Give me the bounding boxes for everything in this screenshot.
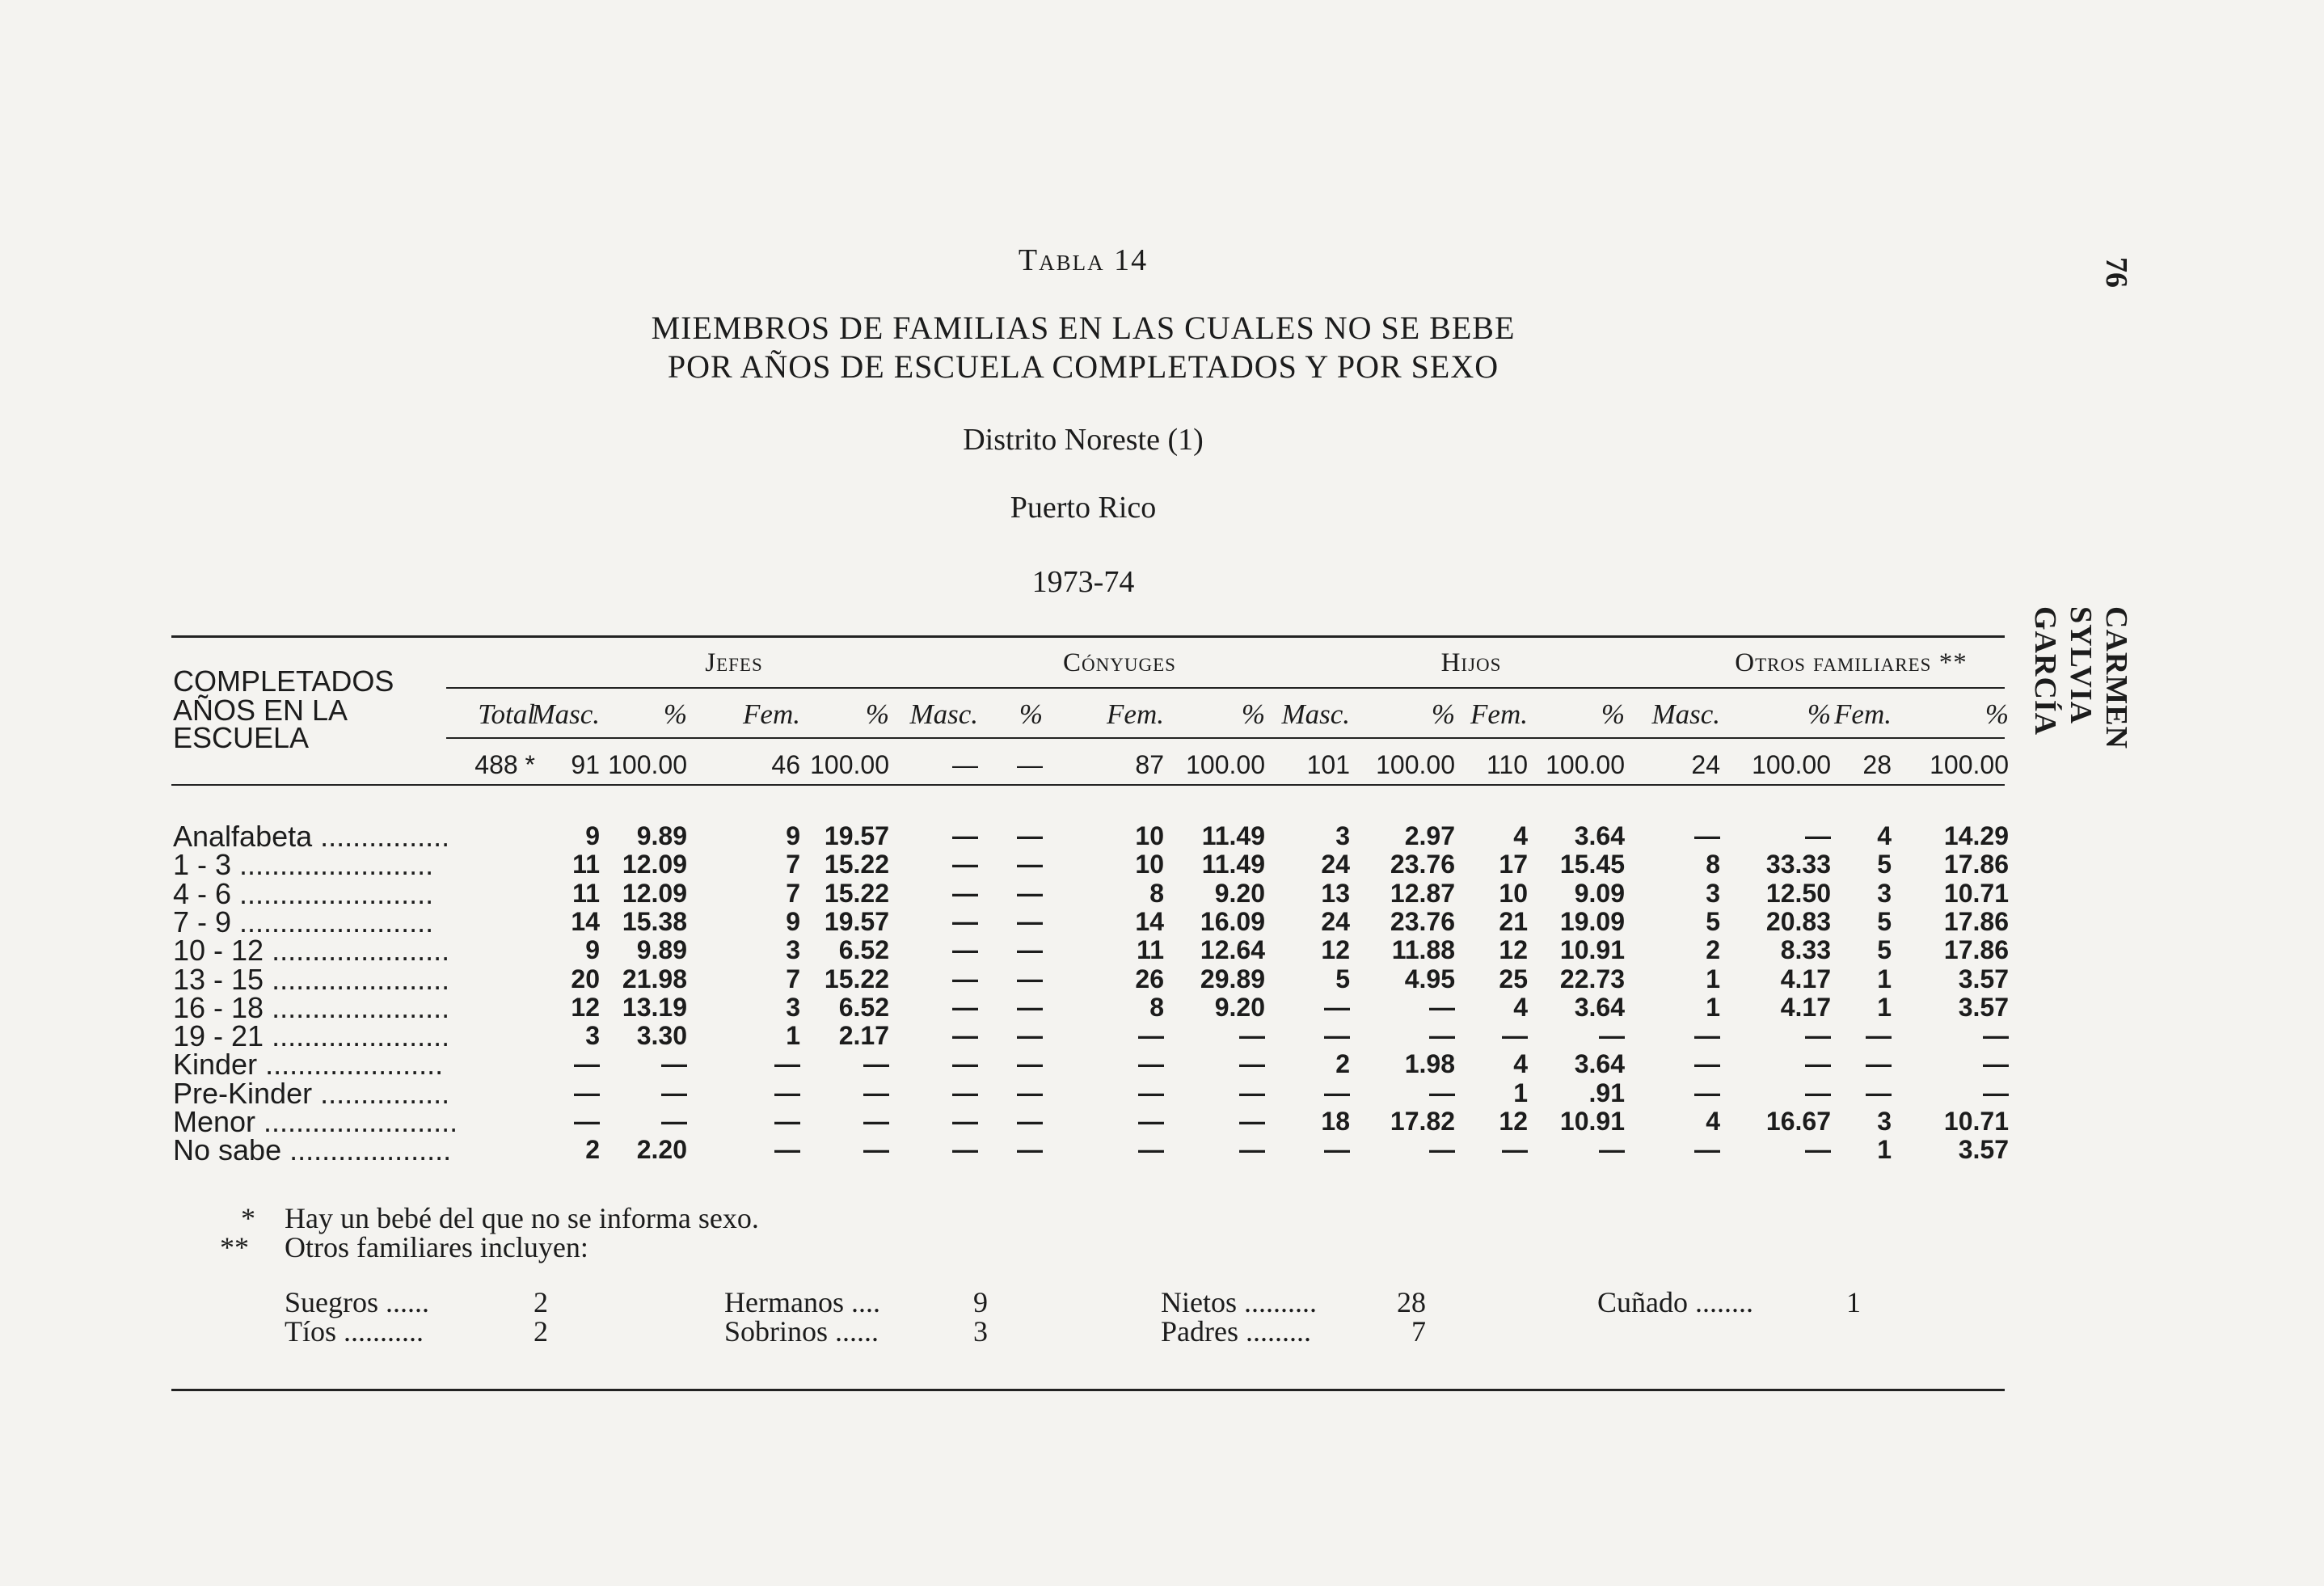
table-cell: 3 — [585, 1021, 600, 1051]
table-cell: 11.88 — [1391, 935, 1455, 965]
table-cell: — — [1694, 1078, 1720, 1107]
totals-cell: 100.00 — [1186, 750, 1265, 779]
table-cell: — — [952, 878, 978, 908]
table-cell: 12 — [1499, 1107, 1528, 1136]
footnote-2: Otros familiares incluyen: — [285, 1231, 588, 1263]
table-cell: 11 — [572, 878, 600, 908]
table-cell: 12.64 — [1200, 935, 1265, 965]
table-cell: — — [1866, 1078, 1892, 1107]
table-cell: 5 — [1335, 964, 1350, 993]
column-subheader: Fem. — [743, 698, 800, 730]
table-cell: 15.38 — [622, 906, 687, 936]
table-cell: — — [952, 992, 978, 1022]
group-header-rule — [446, 687, 2005, 689]
totals-cell: — — [1017, 750, 1043, 779]
table-cell: — — [1138, 1049, 1164, 1079]
table-cell: — — [952, 1049, 978, 1079]
table-cell: — — [1017, 1107, 1043, 1136]
table-cell: — — [1429, 1078, 1455, 1107]
table-cell: — — [952, 935, 978, 965]
table-cell: — — [1017, 850, 1043, 879]
totals-cell: 100.00 — [1752, 750, 1831, 779]
stub-header-line-2: AÑOS EN LA — [173, 694, 348, 727]
table-cell: — — [1694, 1049, 1720, 1079]
table-cell: — — [1805, 1021, 1831, 1051]
otros-item-label: Cuñado ........ — [1597, 1286, 1753, 1318]
table-title-line-1: MIEMBROS DE FAMILIAS EN LAS CUALES NO SE BEBE — [651, 310, 1516, 346]
table-cell: 23.76 — [1390, 850, 1455, 879]
table-cell: 6.52 — [838, 992, 889, 1022]
column-subheader: % — [1984, 698, 2009, 730]
district-label: Distrito Noreste (1) — [963, 423, 1204, 457]
table-cell: 7 — [786, 964, 800, 993]
otros-item-value: 3 — [973, 1315, 988, 1348]
stub-header-line-3: ESCUELA — [173, 721, 310, 754]
table-cell: — — [574, 1078, 600, 1107]
totals-cell: 100.00 — [1376, 750, 1455, 779]
table-cell: 6.52 — [838, 935, 889, 965]
column-subheader: Masc. — [1651, 698, 1720, 730]
totals-cell: 24 — [1691, 750, 1720, 779]
column-subheader: Masc. — [531, 698, 600, 730]
table-cell: 10.71 — [1943, 1107, 2009, 1136]
table-cell: 10.91 — [1559, 1107, 1625, 1136]
table-cell: — — [952, 1078, 978, 1107]
table-cell: — — [952, 850, 978, 879]
table-cell: — — [952, 821, 978, 850]
table-cell: 24 — [1321, 850, 1350, 879]
table-cell: 9 — [786, 821, 800, 850]
table-cell: — — [863, 1078, 889, 1107]
table-cell: — — [774, 1107, 800, 1136]
table-cell: 12.50 — [1765, 878, 1831, 908]
column-subheader: Fem. — [1107, 698, 1164, 730]
table-cell: 8 — [1149, 878, 1164, 908]
table-cell: — — [774, 1078, 800, 1107]
table-cell: 21 — [1499, 906, 1528, 936]
table-cell: 3.64 — [1574, 1049, 1625, 1079]
table-cell: 19.09 — [1559, 906, 1625, 936]
totals-cell: 100.00 — [1930, 750, 2009, 779]
row-label: 7 - 9 ........................ — [173, 905, 434, 939]
table-cell: 12 — [1321, 935, 1350, 965]
column-subheader: % — [1019, 698, 1043, 730]
table-cell: 12.09 — [622, 850, 687, 879]
row-label: Kinder ...................... — [173, 1048, 444, 1082]
totals-cell: 101 — [1306, 750, 1350, 779]
table-cell: 2 — [1335, 1049, 1350, 1079]
table-cell: 15.22 — [824, 964, 889, 993]
row-label: Menor ........................ — [173, 1105, 458, 1138]
table-cell: 1 — [786, 1021, 800, 1051]
page-number: 76 — [2099, 257, 2133, 288]
table-cell: — — [952, 1021, 978, 1051]
table-cell: 3 — [1877, 1107, 1892, 1136]
table-cell: — — [952, 906, 978, 936]
table-cell: 4 — [1877, 821, 1892, 850]
table-cell: — — [1866, 1021, 1892, 1051]
table-cell: — — [1429, 992, 1455, 1022]
table-cell: 9 — [585, 821, 600, 850]
otros-item-value: 2 — [534, 1286, 548, 1318]
table-cell: 16.09 — [1200, 906, 1265, 936]
table-cell: — — [1017, 935, 1043, 965]
table-cell: — — [952, 964, 978, 993]
table-cell: 19.57 — [824, 906, 889, 936]
table-cell: — — [661, 1107, 687, 1136]
table-cell: 3.57 — [1958, 992, 2009, 1022]
group-header-hijos: Hijos — [1440, 648, 1502, 677]
table-cell: — — [952, 1135, 978, 1165]
table-cell: — — [1138, 1135, 1164, 1165]
table-cell: 9.89 — [636, 821, 687, 850]
table-cell: — — [1502, 1021, 1528, 1051]
table-cell: 9.20 — [1214, 878, 1265, 908]
column-subheader: % — [1241, 698, 1265, 730]
table-cell: — — [1239, 1021, 1265, 1051]
totals-cell: 87 — [1135, 750, 1164, 779]
table-cell: 25 — [1499, 964, 1528, 993]
table-cell: — — [1239, 1135, 1265, 1165]
table-cell: 12.09 — [622, 878, 687, 908]
table-cell: 15.45 — [1559, 850, 1625, 879]
table-cell: 3.64 — [1574, 992, 1625, 1022]
table-cell: — — [774, 1049, 800, 1079]
table-cell: — — [863, 1049, 889, 1079]
row-label: Analfabeta ................ — [173, 820, 450, 853]
table-cell: 11 — [1137, 935, 1164, 965]
table-cell: — — [1805, 821, 1831, 850]
otros-item-value: 2 — [534, 1315, 548, 1348]
table-bottom-rule — [171, 1389, 2005, 1391]
table-cell: 13.19 — [622, 992, 687, 1022]
table-cell: — — [1324, 1135, 1350, 1165]
table-cell: — — [1694, 821, 1720, 850]
table-cell: 17.82 — [1390, 1107, 1455, 1136]
table-cell: 3 — [786, 935, 800, 965]
table-cell: 1.98 — [1404, 1049, 1455, 1079]
table-cell: 8 — [1149, 992, 1164, 1022]
table-cell: — — [1694, 1135, 1720, 1165]
column-subheader: Total — [478, 698, 535, 730]
row-label: Pre-Kinder ................ — [173, 1076, 450, 1110]
table-cell: 15.22 — [824, 850, 889, 879]
table-cell: — — [1983, 1021, 2009, 1051]
table-cell: — — [1805, 1049, 1831, 1079]
totals-cell: 100.00 — [1546, 750, 1625, 779]
table-cell: 10.91 — [1559, 935, 1625, 965]
table-cell: — — [1017, 1078, 1043, 1107]
table-cell: 2.17 — [838, 1021, 889, 1051]
table-cell: 17.86 — [1943, 906, 2009, 936]
table-cell: — — [1017, 964, 1043, 993]
table-cell: 19.57 — [824, 821, 889, 850]
table-cell: 3.57 — [1958, 964, 2009, 993]
table-cell: 4 — [1513, 992, 1528, 1022]
table-cell: 9.09 — [1574, 878, 1625, 908]
table-cell: 11.49 — [1201, 821, 1265, 850]
footnote-1: Hay un bebé del que no se informa sexo. — [285, 1202, 759, 1234]
table-cell: 3 — [786, 992, 800, 1022]
year-label: 1973-74 — [1031, 565, 1135, 599]
table-cell: 22.73 — [1559, 964, 1625, 993]
column-subheader: Fem. — [1470, 698, 1528, 730]
table-top-rule — [171, 635, 2005, 638]
table-cell: — — [1983, 1049, 2009, 1079]
table-cell: 2 — [1706, 935, 1720, 965]
totals-cell: 91 — [571, 750, 600, 779]
table-cell: .91 — [1588, 1078, 1625, 1107]
table-cell: 9.20 — [1214, 992, 1265, 1022]
table-cell: 33.33 — [1765, 850, 1831, 879]
column-subheader: % — [663, 698, 687, 730]
column-subheader: Masc. — [1281, 698, 1350, 730]
table-cell: 2.97 — [1404, 821, 1455, 850]
table-cell: 3.57 — [1958, 1135, 2009, 1165]
table-cell: — — [1239, 1107, 1265, 1136]
table-cell: 3 — [1335, 821, 1350, 850]
table-number: Tabla 14 — [1018, 243, 1149, 277]
table-cell: — — [1866, 1049, 1892, 1079]
subheader-rule — [446, 737, 2005, 739]
row-label: 1 - 3 ........................ — [173, 848, 434, 882]
table-cell: — — [1694, 1021, 1720, 1051]
table-cell: 2.20 — [636, 1135, 687, 1165]
table-cell: — — [574, 1107, 600, 1136]
table-cell: — — [1017, 906, 1043, 936]
table-cell: — — [1138, 1021, 1164, 1051]
table-cell: 20 — [571, 964, 600, 993]
table-title-line-2: POR AÑOS DE ESCUELA COMPLETADOS Y POR SEXO — [667, 348, 1499, 385]
group-header-otros: Otros familiares ** — [1735, 648, 1968, 677]
table-cell: 15.22 — [824, 878, 889, 908]
totals-rule — [171, 784, 2005, 786]
column-subheader: % — [865, 698, 889, 730]
table-cell: — — [1599, 1021, 1625, 1051]
table-cell: — — [1324, 1021, 1350, 1051]
table-cell: 13 — [1321, 878, 1350, 908]
table-cell: 7 — [786, 850, 800, 879]
totals-cell: 488 * — [475, 750, 535, 779]
row-label: 10 - 12 ...................... — [173, 934, 450, 968]
otros-item-label: Tíos ........... — [285, 1315, 424, 1348]
table-cell: 11 — [572, 850, 600, 879]
group-header-jefes: Jefes — [705, 648, 763, 677]
table-cell: — — [1138, 1078, 1164, 1107]
totals-cell: — — [952, 750, 978, 779]
table-cell: 3.30 — [636, 1021, 687, 1051]
table-cell: 10 — [1499, 878, 1528, 908]
row-label: 4 - 6 ........................ — [173, 876, 434, 910]
row-label: 16 - 18 ...................... — [173, 990, 450, 1024]
place-label: Puerto Rico — [1010, 491, 1157, 525]
table-cell: 14 — [1135, 906, 1164, 936]
column-subheader: % — [1601, 698, 1625, 730]
table-cell: 3.64 — [1574, 821, 1625, 850]
totals-cell: 28 — [1862, 750, 1892, 779]
table-cell: — — [1017, 878, 1043, 908]
table-cell: — — [952, 1107, 978, 1136]
totals-cell: 100.00 — [810, 750, 889, 779]
table-cell: 17.86 — [1943, 850, 2009, 879]
table-cell: 24 — [1321, 906, 1350, 936]
footnote-2-mark: ** — [220, 1231, 249, 1263]
table-cell: 12 — [1499, 935, 1528, 965]
table-cell: 17 — [1499, 850, 1528, 879]
table-cell: — — [1017, 821, 1043, 850]
table-cell: 10 — [1135, 821, 1164, 850]
table-cell: 4.95 — [1404, 964, 1455, 993]
otros-item-label: Sobrinos ...... — [724, 1315, 879, 1348]
table-cell: 3 — [1706, 878, 1720, 908]
table-cell: 7 — [786, 878, 800, 908]
table-cell: 2 — [585, 1135, 600, 1165]
table-cell: 12.87 — [1390, 878, 1455, 908]
table-cell: — — [1983, 1078, 2009, 1107]
table-cell: 18 — [1321, 1107, 1350, 1136]
group-header-conyuges: Cónyuges — [1063, 648, 1176, 677]
table-cell: 10 — [1135, 850, 1164, 879]
table-cell: — — [1599, 1135, 1625, 1165]
table-cell: 4 — [1513, 821, 1528, 850]
footnote-1-mark: * — [241, 1202, 255, 1234]
otros-item-label: Nietos .......... — [1161, 1286, 1317, 1318]
table-cell: 1 — [1706, 964, 1720, 993]
totals-cell: 100.00 — [608, 750, 687, 779]
table-cell: — — [1239, 1049, 1265, 1079]
otros-item-label: Suegros ...... — [285, 1286, 429, 1318]
table-cell: — — [863, 1135, 889, 1165]
row-label: 13 - 15 ...................... — [173, 962, 450, 996]
row-label: 19 - 21 ...................... — [173, 1019, 450, 1053]
table-cell: 26 — [1135, 964, 1164, 993]
column-subheader: % — [1431, 698, 1455, 730]
table-cell: — — [1138, 1107, 1164, 1136]
column-subheader: Fem. — [1834, 698, 1892, 730]
totals-cell: 46 — [771, 750, 800, 779]
table-cell: 21.98 — [622, 964, 687, 993]
table-cell: — — [1239, 1078, 1265, 1107]
table-cell: 29.89 — [1200, 964, 1265, 993]
table-cell: 4.17 — [1780, 964, 1831, 993]
table-cell: 1 — [1877, 1135, 1892, 1165]
table-cell: 20.83 — [1765, 906, 1831, 936]
table-cell: — — [1017, 1049, 1043, 1079]
table-cell: 5 — [1877, 906, 1892, 936]
table-cell: — — [661, 1078, 687, 1107]
otros-item-label: Padres ......... — [1161, 1315, 1311, 1348]
table-cell: 4.17 — [1780, 992, 1831, 1022]
table-cell: 23.76 — [1390, 906, 1455, 936]
otros-item-value: 7 — [1411, 1315, 1426, 1348]
column-subheader: Masc. — [909, 698, 978, 730]
stub-header-line-1: COMPLETADOS — [173, 664, 394, 698]
otros-item-value: 1 — [1846, 1286, 1861, 1318]
table-cell: 9 — [786, 906, 800, 936]
table-cell: 1 — [1513, 1078, 1528, 1107]
table-cell: 9 — [585, 935, 600, 965]
row-label: No sabe .................... — [173, 1133, 452, 1167]
table-cell: — — [661, 1049, 687, 1079]
table-cell: 14.29 — [1943, 821, 2009, 850]
table-cell: — — [1324, 1078, 1350, 1107]
column-subheader: % — [1807, 698, 1831, 730]
table-cell: — — [1429, 1021, 1455, 1051]
table-cell: — — [1017, 1021, 1043, 1051]
table-cell: 5 — [1877, 935, 1892, 965]
table-cell: — — [1324, 992, 1350, 1022]
table-cell: 1 — [1706, 992, 1720, 1022]
table-cell: 5 — [1706, 906, 1720, 936]
table-cell: 1 — [1877, 992, 1892, 1022]
table-cell: — — [1017, 992, 1043, 1022]
table-cell: — — [1805, 1078, 1831, 1107]
table-cell: 8 — [1706, 850, 1720, 879]
table-cell: — — [1429, 1135, 1455, 1165]
otros-item-label: Hermanos .... — [724, 1286, 880, 1318]
table-cell: — — [574, 1049, 600, 1079]
table-cell: 4 — [1513, 1049, 1528, 1079]
table-cell: — — [774, 1135, 800, 1165]
table-cell: 4 — [1706, 1107, 1720, 1136]
table-cell: 10.71 — [1943, 878, 2009, 908]
otros-item-value: 9 — [973, 1286, 988, 1318]
table-cell: — — [1502, 1135, 1528, 1165]
table-cell: 1 — [1877, 964, 1892, 993]
table-cell: — — [1017, 1135, 1043, 1165]
table-cell: 5 — [1877, 850, 1892, 879]
table-cell: — — [1805, 1135, 1831, 1165]
table-cell: — — [863, 1107, 889, 1136]
table-cell: 12 — [571, 992, 600, 1022]
running-head: CARMEN SYLVIA GARCÍA — [2028, 606, 2133, 749]
table-cell: 8.33 — [1780, 935, 1831, 965]
otros-item-value: 28 — [1397, 1286, 1426, 1318]
table-cell: 14 — [571, 906, 600, 936]
table-cell: 11.49 — [1201, 850, 1265, 879]
table-cell: 16.67 — [1765, 1107, 1831, 1136]
totals-cell: 110 — [1486, 750, 1528, 779]
table-cell: 9.89 — [636, 935, 687, 965]
table-cell: 17.86 — [1943, 935, 2009, 965]
table-cell: 3 — [1877, 878, 1892, 908]
